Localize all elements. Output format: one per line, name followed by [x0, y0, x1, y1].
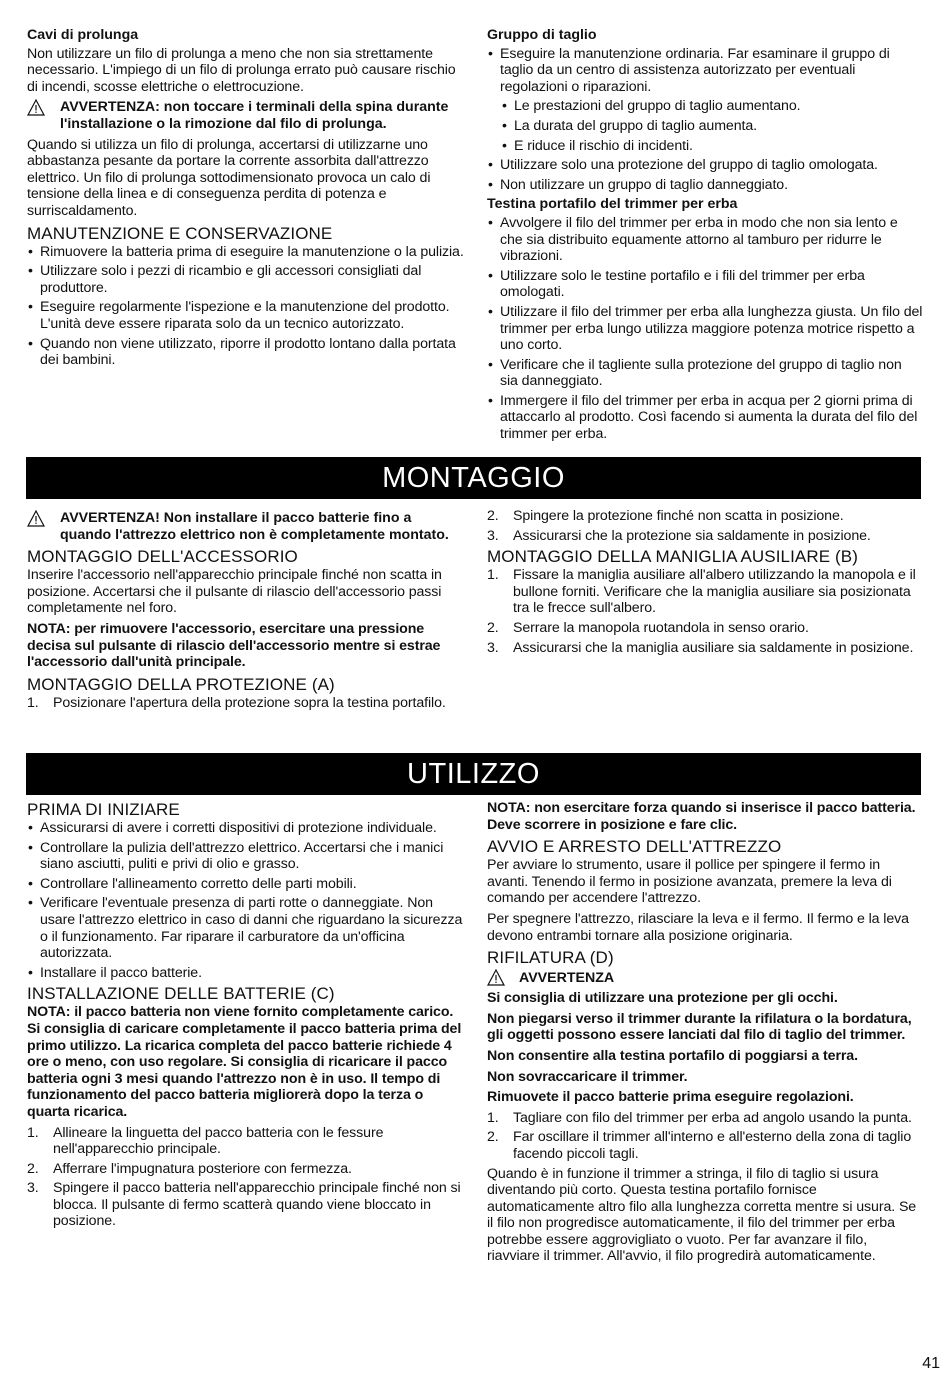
rifilatura-warning-line: Non sovraccaricare il trimmer.: [487, 1068, 688, 1085]
accessorio-nota: NOTA: per rimuovere l'accessorio, esercitare una pressione decisa sul pulsante di rilascio dell'accessorio mentre si estrae l'accessorio dall'unità principale.: [27, 620, 441, 671]
montaggio-left-column: [27, 508, 465, 714]
battery-warning-text: AVVERTENZA! Non installare il pacco batterie fino a quando l'attrezzo elettrico non è completamente montato.: [60, 510, 449, 543]
protezione-steps-cont: [487, 508, 923, 544]
step-number: 2.: [487, 1129, 499, 1146]
rifilatura-warning-line: Rimuovete il pacco batterie prima eseguire regolazioni.: [487, 1089, 854, 1106]
rifilatura-warning-line: Si consiglia di utilizzare una protezione per gli occhi.: [487, 990, 838, 1007]
avvio-text-1: Per avviare lo strumento, usare il pollice per spingere il fermo in avanti. Tenendo il fermo in posizione avanzata, premere la leva di comando per accendere l'attrezzo.: [487, 857, 892, 907]
gruppo-list-2: [487, 157, 923, 193]
step-text: Allineare la linguetta del pacco batteria con le fessure nell'apparecchio principale.: [53, 1124, 384, 1158]
battery-warning: [27, 510, 465, 543]
protezione-heading: MONTAGGIO DELLA PROTEZIONE (A): [27, 674, 335, 694]
avvio-heading: AVVIO E ARRESTO DELL'ATTREZZO: [487, 837, 782, 857]
step-number: 3.: [487, 639, 499, 656]
step-number: 2.: [487, 619, 499, 636]
testina-list: [487, 215, 923, 443]
gruppo-list: [487, 46, 923, 96]
batterie-nota: NOTA: il pacco batteria non viene fornito completamente carico. Si consiglia di caricare completamente il pacco batteria prima del primo utilizzo. La ricarica completa del pacco batterie richiede 4 ore o meno, con uso regolare. Si consiglia di ricaricare il pacco batteria ogni 3 mesi quando l'attrezzo non è in uso. Il tempo di funzionamento del pacco batteria migliorerà dopo la terza o quarta ricarica.: [27, 1004, 462, 1120]
list-item: [27, 1161, 465, 1178]
cavi-text: Non utilizzare un filo di prolunga a meno che non sia strettamente necessario. L'impiego di un filo di prolunga errato può causare rischio di incendi, scosse elettriche o elettrocuzione.: [27, 45, 456, 95]
extension-warning-text: AVVERTENZA: non toccare i terminali della spina durante l'installazione o la rimozione dal filo di prolunga.: [60, 99, 449, 132]
list-item: [487, 508, 923, 525]
cavi-text-2: Quando si utilizza un filo di prolunga, accertarsi di utilizzarne uno abbastanza pesante da portare la corrente assorbita dall'attrezzo elettrico. Un filo di prolunga sottodimensionato provoca un calo di tensione della linea e di conseguenza perdita di potenza e surriscaldamento.: [27, 136, 431, 219]
accessorio-heading: MONTAGGIO DELL'ACCESSORIO: [27, 547, 298, 567]
montaggio-right-column: [487, 508, 923, 714]
list-item: • Verificare che il tagliente sulla protezione del gruppo di taglio non sia danneggiato.: [487, 357, 923, 390]
utilizzo-section-title: UTILIZZO: [26, 753, 921, 795]
page-number: 41: [922, 1355, 940, 1372]
step-text: Afferrare l'impugnatura posteriore con fermezza.: [53, 1160, 352, 1177]
accessorio-text: Inserire l'accessorio nell'apparecchio principale finché non scatta in posizione. Accertarsi che il pulsante di rilascio dell'accessorio passi completamente nel foro.: [27, 567, 442, 617]
warning-triangle-icon: [27, 99, 45, 116]
list-item: • Immergere il filo del trimmer per erba in acqua per 2 giorni prima di attaccarlo al prodotto. Così facendo si aumenta la durata del filo del trimmer per erba.: [487, 393, 923, 443]
list-item: [487, 528, 923, 545]
warning-triangle-icon: [487, 969, 505, 986]
list-item: • Le prestazioni del gruppo di taglio aumentano.: [501, 98, 923, 115]
step-number: 3.: [27, 1180, 39, 1197]
step-text: Assicurarsi che la protezione sia saldamente in posizione.: [513, 527, 871, 544]
list-item: • Controllare la pulizia dell'attrezzo elettrico. Accertarsi che i manici siano asciutti, puliti e privi di olio e grasso.: [27, 840, 465, 873]
inserimento-nota: NOTA: non esercitare forza quando si inserisce il pacco batteria. Deve scorrere in posizione e fare clic.: [487, 800, 916, 833]
top-right-column: [487, 27, 923, 446]
list-item: [27, 1180, 465, 1230]
step-number: 1.: [27, 1124, 39, 1141]
rifilatura-warning-line: Non consentire alla testina portafilo di poggiarsi a terra.: [487, 1047, 858, 1064]
prima-heading: PRIMA DI INIZIARE: [27, 800, 180, 819]
testina-title: Testina portafilo del trimmer per erba: [487, 196, 738, 213]
list-item: • Utilizzare solo le testine portafilo e i fili del trimmer per erba omologati.: [487, 268, 923, 301]
list-item: • Rimuovere la batteria prima di eseguire la manutenzione o la pulizia.: [27, 244, 465, 261]
list-item: [487, 567, 923, 617]
top-section: [0, 27, 950, 446]
list-item: • Quando non viene utilizzato, riporre il prodotto lontano dalla portata dei bambini.: [27, 336, 465, 369]
utilizzo-section: [0, 800, 950, 1269]
maniglia-steps: [487, 567, 923, 656]
warning-title: AVVERTENZA: [519, 969, 615, 986]
list-item: • La durata del gruppo di taglio aumenta.: [501, 118, 923, 135]
step-number: 1.: [487, 1109, 499, 1126]
step-text: Spingere il pacco batteria nell'apparecchio principale finché non si blocca. Il pulsante di fermo scatterà quando viene bloccato in posizione.: [53, 1180, 461, 1230]
list-item: [487, 1129, 923, 1162]
list-item: [487, 1110, 923, 1127]
manutenzione-list: [27, 244, 465, 369]
list-item: • Assicurarsi di avere i corretti dispositivi di protezione individuale.: [27, 820, 465, 837]
warning-triangle-icon: [27, 510, 45, 527]
top-left-column: [27, 27, 465, 446]
list-item: [27, 695, 465, 712]
step-number: 2.: [27, 1160, 39, 1177]
gruppo-sub-list: [487, 98, 923, 154]
list-item: • Controllare l'allineamento corretto delle parti mobili.: [27, 876, 465, 893]
montaggio-section-title: MONTAGGIO: [26, 457, 921, 499]
step-number: 2.: [487, 508, 499, 524]
list-item: [487, 640, 923, 657]
step-text: Assicurarsi che la maniglia ausiliare sia saldamente in posizione.: [513, 639, 914, 656]
list-item: • Utilizzare solo i pezzi di ricambio e gli accessori consigliati dal produttore.: [27, 263, 465, 296]
maniglia-heading: MONTAGGIO DELLA MANIGLIA AUSILIARE (B): [487, 547, 858, 567]
batterie-steps: [27, 1125, 465, 1231]
step-text: Far oscillare il trimmer all'interno e all'esterno della zona di taglio facendo piccoli tagli.: [513, 1129, 912, 1162]
montaggio-section: [0, 508, 950, 714]
cavi-title: Cavi di prolunga: [27, 27, 139, 43]
list-item: • Installare il pacco batterie.: [27, 965, 465, 982]
list-item: • Non utilizzare un gruppo di taglio danneggiato.: [487, 177, 923, 194]
list-item: • Verificare l'eventuale presenza di parti rotte o danneggiate. Non usare l'attrezzo elettrico in caso di danni che riguardano la sicurezza o il funzionamento. Far riparare il carburatore da un'officina autorizzata.: [27, 895, 465, 961]
gruppo-title: Gruppo di taglio: [487, 27, 597, 43]
rifilatura-text: Quando è in funzione il trimmer a stringa, il filo di taglio si usura diventando più corto. Questa testina portafilo fornisce automaticamente altro filo alla lunghezza corretta mentre si usura. Se il filo non progredisce automaticamente, il filo del trimmer per erba potrebbe essere aggrovigliato o vuoto. Per far avanzare il filo, riavviare il trimmer. All'avvio, il filo progredirà automaticamente.: [487, 1165, 917, 1265]
step-text: Fissare la maniglia ausiliare all'albero utilizzando la manopola e il bullone forniti. Verificare che la maniglia ausiliare sia posizionata tra le frecce sull'albero.: [513, 567, 916, 617]
list-item: • E riduce il rischio di incidenti.: [501, 138, 923, 155]
step-text: Spingere la protezione finché non scatta in posizione.: [513, 508, 844, 524]
list-item: [27, 1125, 465, 1158]
avvio-text-2: Per spegnere l'attrezzo, rilasciare la leva e il fermo. Il fermo e la leva devono entrambi tornare alla posizione originaria.: [487, 910, 909, 944]
protezione-steps: [27, 695, 465, 712]
utilizzo-left-column: [27, 800, 465, 1269]
manutenzione-heading: MANUTENZIONE E CONSERVAZIONE: [27, 223, 333, 243]
step-text: Serrare la manopola ruotandola in senso orario.: [513, 619, 809, 636]
prima-list: [27, 820, 465, 981]
list-item: • Eseguire la manutenzione ordinaria. Far esaminare il gruppo di taglio da un centro di assistenza autorizzato per eventuali regolazioni o riparazioni.: [487, 46, 923, 96]
step-text: Posizionare l'apertura della protezione sopra la testina portafilo.: [53, 694, 446, 711]
list-item: • Eseguire regolarmente l'ispezione e la manutenzione del prodotto. L'unità deve essere riparata solo da un tecnico autorizzato.: [27, 299, 465, 332]
rifilatura-heading: RIFILATURA (D): [487, 948, 614, 968]
list-item: • Utilizzare il filo del trimmer per erba alla lunghezza giusta. Un filo del trimmer per erba lungo utilizza maggiore potenza motrice rispetto a uno corto.: [487, 304, 923, 354]
step-number: 1.: [27, 694, 39, 711]
rifilatura-steps: [487, 1110, 923, 1163]
step-text: Tagliare con filo del trimmer per erba ad angolo usando la punta.: [513, 1109, 912, 1126]
rifilatura-warning: [487, 969, 923, 986]
step-number: 3.: [487, 527, 499, 544]
utilizzo-right-column: [487, 800, 923, 1269]
list-item: • Utilizzare solo una protezione del gruppo di taglio omologata.: [487, 157, 923, 174]
step-number: 1.: [487, 567, 499, 584]
extension-warning: [27, 99, 465, 132]
list-item: [487, 620, 923, 637]
batterie-heading: INSTALLAZIONE DELLE BATTERIE (C): [27, 984, 335, 1004]
rifilatura-warning-line: Non piegarsi verso il trimmer durante la rifilatura o la bordatura, gli oggetti possono essere lanciati dal filo di taglio del trimmer.: [487, 1010, 912, 1044]
list-item: • Avvolgere il filo del trimmer per erba in modo che non sia lento e che sia distribuito equamente attorno al tamburo per ridurre le vibrazioni.: [487, 215, 923, 265]
